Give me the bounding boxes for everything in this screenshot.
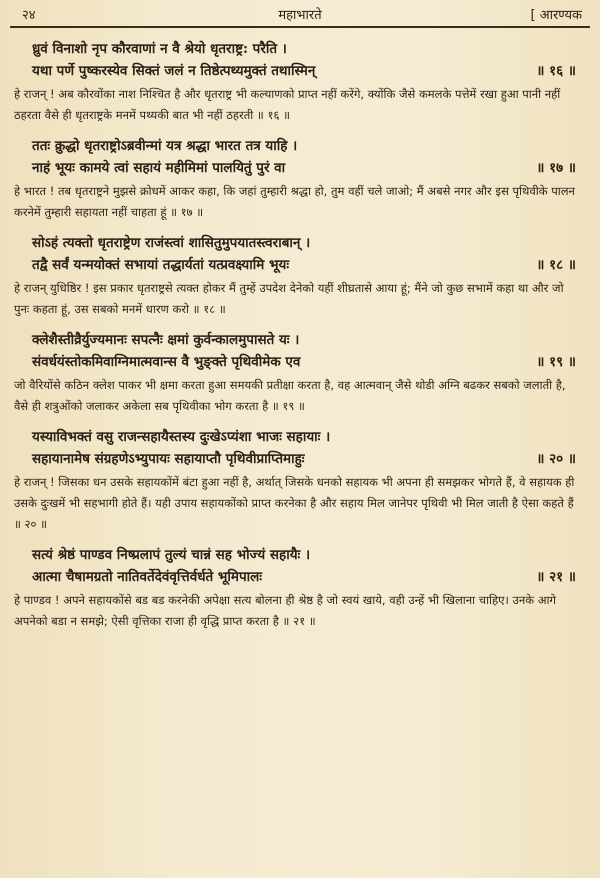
verse-block-21 xyxy=(10,544,590,635)
section-name: [ आरण्यक xyxy=(530,8,582,23)
verse-line: आत्मा चैषामग्रतो नातिवर्तेदेवंवृत्तिर्वर्धते भूमिपालः ॥ २१ ॥ xyxy=(10,566,590,588)
verse-line: यथा पर्णे पुष्करस्येव सिक्तं जलं न तिष्ठेत्पथ्यमुक्तं तथास्मिन् ॥ १६ ॥ xyxy=(10,60,590,82)
verse-block-18 xyxy=(10,232,590,323)
hindi-translation: जो वैरियोंसे कठिन क्लेश पाकर भी क्षमा करता हुआ समयकी प्रतीक्षा करता है, वह आत्मवान् जैसे थोडी अग्नि बढकर सबको जलाती है, वैसे ही शत्रुओंको जलाकर अकेला सब पृथिवीका भोग करता है ॥ १९ ॥ xyxy=(14,378,566,413)
verse-line: यस्याविभक्तं वसु राजन्सहायैस्तस्य दुःखेऽप्यंशा भाजः सहायाः । xyxy=(32,429,331,445)
page-content xyxy=(10,28,590,635)
sanskrit-verse xyxy=(10,544,590,588)
verse-number: ॥ २१ ॥ xyxy=(536,569,576,585)
sanskrit-verse xyxy=(10,135,590,179)
verse-line: ततः क्रुद्धो धृतराष्ट्रोऽब्रवीन्मां यत्र श्रद्धा भारत तत्र याहि । xyxy=(32,138,298,154)
verse-line: तद्वै सर्वं यन्मयोक्तं सभायां तद्धार्यतां यत्प्रवक्ष्यामि भूयः ॥ १८ ॥ xyxy=(10,254,590,276)
verse-line: सहायानामेष संग्रहणेऽभ्युपायः सहायाप्तौ पृथिवीप्राप्तिमाहुः ॥ २० ॥ xyxy=(10,448,590,470)
verse-number: ॥ १६ ॥ xyxy=(536,63,576,79)
hindi-translation: हे राजन् ! जिसका धन उसके सहायकोंमें बंटा हुआ नहीं है, अर्थात् जिसके धनको सहायक भी अपना ही समझकर भोगते हैं, वे सहायक ही उसके दुःखमें भी सहभागी होते हैं। यही उपाय सहायकोंको प्राप्त करनेका है और सहाय मिल जानेपर पृथिवी भी मिल जाती है ऐसा कहते हैं ॥ २० ॥ xyxy=(14,475,575,531)
verse-number: ॥ २० ॥ xyxy=(536,451,576,467)
verse-block-16 xyxy=(10,38,590,129)
verse-number: ॥ १७ ॥ xyxy=(536,160,576,176)
verse-block-19 xyxy=(10,329,590,420)
sanskrit-verse xyxy=(10,426,590,470)
verse-number: ॥ १९ ॥ xyxy=(536,354,576,370)
verse-line: नाहं भूयः कामये त्वां सहायं महीमिमां पालयितुं पुरं वा ॥ १७ ॥ xyxy=(10,157,590,179)
hindi-translation: हे राजन् युधिष्ठिर ! इस प्रकार धृतराष्ट्रसे त्यक्त होकर मैं तुम्हें उपदेश देनेको यहीं शीघ्रतासे आया हूं; मैंने जो कुछ सभामें कहा था और जो पुनः कहता हूं, उस सबको मनमें धारण करो ॥ १८ ॥ xyxy=(14,281,564,316)
verse-line: क्लेशैस्तीव्रैर्युज्यमानः सपत्नैः क्षमां कुर्वन्कालमुपासते यः । xyxy=(32,332,300,348)
sanskrit-verse xyxy=(10,38,590,82)
verse-line: सत्यं श्रेष्ठं पाण्डव निष्प्रलापं तुल्यं चान्नं सह भोज्यं सहायैः । xyxy=(32,547,311,563)
page-number: २४ xyxy=(22,8,36,23)
hindi-translation: हे राजन् ! अब कौरवोंका नाश निश्चित है और धृतराष्ट्र भी कल्याणको प्राप्त नहीं करेंगे, क्योंकि जैसे कमलके पत्तेमें रखा हुआ पानी नहीं ठहरता वैसे ही धृतराष्ट्रके मनमें पथ्यकी बात भी नहीं ठहरती ॥ १६ ॥ xyxy=(14,87,561,122)
verse-line: ध्रुवं विनाशो नृप कौरवाणां न वै श्रेयो धृतराष्ट्र: परैति । xyxy=(32,41,287,57)
verse-line: सोऽहं त्यक्तो धृतराष्ट्रेण राजंस्त्वां शासितुमुपयातस्त्वराबान् । xyxy=(32,235,311,251)
verse-block-17 xyxy=(10,135,590,226)
verse-number: ॥ १८ ॥ xyxy=(536,257,576,273)
hindi-translation: हे पाण्डव ! अपने सहायकोंसे बड बड करनेकी अपेक्षा सत्य बोलना ही श्रेष्ठ है जो स्वयं खाये, वही उन्हें भी खिलाना चाहिए। उनके आगे अपनेको बडा न समझे; ऐसी वृत्तिका राजा ही वृद्धि प्राप्त करता है ॥ २१ ॥ xyxy=(14,593,556,628)
hindi-translation: हे भारत ! तब धृतराष्ट्रने मुझसे क्रोधमें आकर कहा, कि जहां तुम्हारी श्रद्धा हो, तुम वहीं चले जाओ; मैं अबसे नगर और इस पृथिवीके पालन करनेमें तुम्हारी सहायता नहीं चाहता हूं ॥ १७ ॥ xyxy=(14,184,575,219)
page-header xyxy=(10,0,590,28)
sanskrit-verse xyxy=(10,329,590,373)
verse-block-20 xyxy=(10,426,590,538)
sanskrit-verse xyxy=(10,232,590,276)
verse-line: संवर्धयंस्तोकमिवाग्निमात्मवान्स वै भुङ्क्ते पृथिवीमेक एव ॥ १९ ॥ xyxy=(10,351,590,373)
book-title: महाभारते xyxy=(278,8,322,23)
